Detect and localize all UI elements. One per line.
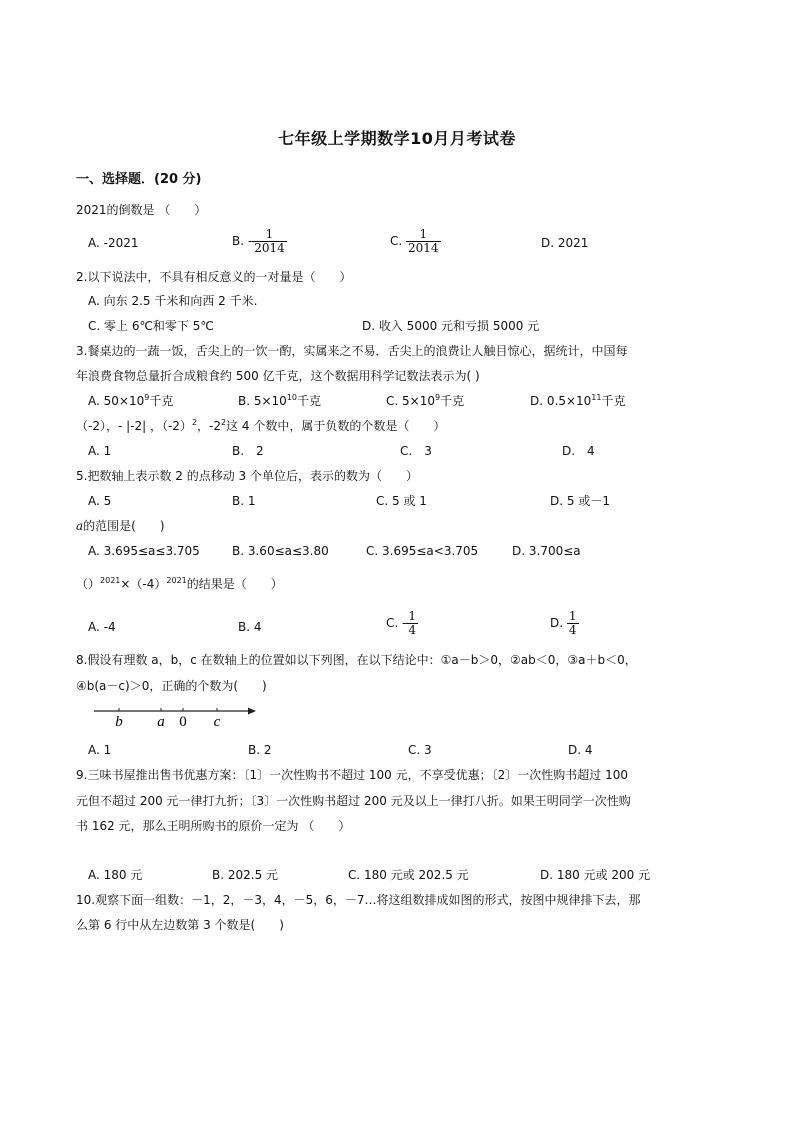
q6-option-a: A. 3.695≤a≤3.705: [88, 544, 200, 558]
question-9-line-3: 书 162 元，那么王明所购书的原价一定为 （ ）: [76, 819, 351, 833]
fraction-denominator: 2014: [408, 241, 439, 255]
q5-option-c: C. 5 或 1: [376, 494, 427, 508]
fraction-numerator: 1: [568, 609, 577, 623]
q8-option-a: A. 1: [88, 743, 112, 757]
q4-stem-pre: （-2），- |-2| ，（-2）: [76, 419, 192, 433]
q1-option-b-prefix: B. -: [232, 234, 253, 248]
q3-option-b: [238, 393, 321, 409]
q6-variable: a: [76, 519, 84, 533]
q9-option-a: A. 180 元: [88, 868, 143, 882]
q3-b-exponent: 10: [286, 393, 298, 402]
q4-stem-mid: ，-2: [197, 419, 222, 433]
question-1-stem: 2021的倒数是 （ ）: [76, 203, 207, 217]
q6-stem-text: 的范围是( ): [83, 519, 165, 533]
q3-d-unit: 千克: [601, 394, 626, 408]
q5-option-d: D. 5 或－1: [550, 494, 610, 508]
q3-b-unit: 千克: [297, 394, 322, 408]
q9-option-b: B. 202.5 元: [212, 868, 279, 882]
q1-option-c: [390, 228, 441, 255]
q7-option-d-prefix: D.: [550, 616, 567, 630]
q7-stem-mid: ×（-4）: [120, 577, 167, 591]
q7-stem-pre: （）: [76, 577, 101, 591]
q2-option-a: A. 向东 2.5 千米和向西 2 千米.: [88, 294, 258, 308]
q3-c-unit: 千克: [440, 394, 465, 408]
fraction-numerator: 1: [419, 227, 428, 241]
q8-option-b: B. 2: [248, 743, 272, 757]
q3-option-c: [386, 393, 464, 409]
fraction-denominator: 2014: [254, 241, 285, 255]
q7-exponent-2: 2021: [166, 576, 187, 585]
q1-option-a: A. -2021: [88, 236, 139, 250]
question-9-line-1: 9.三味书屋推出售书优惠方案：〔1〕一次性购书不超过 100 元，不享受优惠；〔2〕一次性购书超过 100: [76, 768, 628, 782]
axis-label-a: a: [157, 714, 165, 730]
section-heading: 一、选择题．(20 分): [76, 172, 202, 187]
q6-option-d: D. 3.700≤a: [512, 544, 581, 558]
q1-option-b-fraction: [252, 228, 287, 255]
q7-option-c-fraction: [406, 610, 418, 637]
q7-option-a: A. -4: [88, 620, 116, 634]
axis-label-c: c: [213, 714, 221, 730]
fraction-denominator: 4: [568, 623, 577, 637]
question-3-line-1: 3.餐桌边的一蔬一饭，舌尖上的一饮一酌，实属来之不易．舌尖上的浪费让人触目惊心，据统计，中国每: [76, 344, 628, 358]
q3-a-base: A. 50×10: [88, 394, 145, 408]
fraction-denominator: 4: [408, 623, 416, 637]
axis-label-b: b: [115, 714, 123, 730]
q3-d-base: D. 0.5×10: [530, 394, 592, 408]
question-4-stem: [76, 418, 445, 434]
q4-exponent-1: 2: [191, 418, 198, 427]
q6-option-b: B. 3.60≤a≤3.80: [232, 544, 329, 558]
question-2-stem: 2.以下说法中，不具有相反意义的一对量是（ ）: [76, 270, 352, 284]
question-10-line-1: 10.观察下面一组数：－1，2，－3，4，－5，6，－7…将这组数排成如图的形式，按图中规律排下去，那: [76, 893, 641, 907]
q3-d-exponent: 11: [591, 393, 602, 402]
q6-option-c: C. 3.695≤a<3.705: [366, 544, 479, 558]
q4-stem-post: 这 4 个数中，属于负数的个数是（ ）: [226, 419, 446, 433]
fraction-numerator: 1: [265, 227, 274, 241]
q3-b-base: B. 5×10: [238, 394, 287, 408]
q4-option-d: D. 4: [562, 444, 595, 458]
q3-c-base: C. 5×10: [386, 394, 435, 408]
q7-option-d-fraction: [567, 610, 579, 637]
q8-option-d: D. 4: [568, 743, 593, 757]
q9-option-d: D. 180 元或 200 元: [540, 868, 651, 882]
q4-option-a: A. 1: [88, 444, 112, 458]
page-title: 七年级上学期数学10月月考试卷: [278, 129, 516, 148]
question-3-line-2: 年浪费食物总量折合成粮食约 500 亿千克，这个数据用科学记数法表示为( ): [76, 369, 480, 383]
q5-option-a: A. 5: [88, 494, 112, 508]
q7-option-b: B. 4: [238, 620, 262, 634]
q1-option-b: [232, 228, 287, 255]
question-8-line-2: ④b(a－c)＞0，正确的个数为( ): [76, 679, 267, 693]
question-10-line-2: 么第 6 行中从左边数第 3 个数是( ): [76, 918, 284, 932]
q9-option-c: C. 180 元或 202.5 元: [348, 868, 469, 882]
q3-option-a: [88, 393, 173, 409]
q7-option-c: [386, 610, 418, 637]
q3-c-exponent: 9: [434, 393, 441, 402]
q3-option-d: [530, 393, 625, 409]
question-9-line-2: 元但不超过 200 元一律打九折；〔3〕一次性购书超过 200 元及以上一律打八折。如果王明同学一次性购: [76, 794, 631, 808]
number-line-figure: [92, 704, 262, 732]
q4-option-c: C. 3: [400, 444, 432, 458]
q7-stem-post: 的结果是（ ）: [186, 577, 283, 591]
q3-a-exponent: 9: [144, 393, 150, 402]
q1-option-c-fraction: [406, 228, 441, 255]
q7-option-d: [550, 610, 579, 637]
question-6-stem: [76, 518, 165, 534]
question-7-stem: [76, 576, 283, 592]
axis-label-zero: 0: [179, 714, 187, 730]
q4-exponent-2: 2: [221, 418, 227, 427]
q2-option-d: D. 收入 5000 元和亏损 5000 元: [362, 319, 540, 333]
q1-option-d: D. 2021: [541, 236, 589, 250]
q7-exponent-1: 2021: [100, 576, 121, 585]
q4-option-b: B. 2: [232, 444, 264, 458]
number-line-arrow: [248, 708, 256, 715]
q1-option-c-prefix: C.: [390, 234, 407, 248]
q3-a-unit: 千克: [149, 394, 174, 408]
q2-option-c: C. 零上 6℃和零下 5℃: [88, 319, 214, 333]
question-8-line-1: 8.假设有理数 a，b，c 在数轴上的位置如以下列图，在以下结论中：①a－b＞0，②ab＜0，③a＋b＜0，: [76, 653, 637, 667]
question-5-stem: 5.把数轴上表示数 2 的点移动 3 个单位后，表示的数为（ ）: [76, 469, 418, 483]
q7-option-c-prefix: C. -: [386, 616, 407, 630]
q5-option-b: B. 1: [232, 494, 256, 508]
fraction-numerator: 1: [408, 609, 416, 623]
q8-option-c: C. 3: [408, 743, 432, 757]
